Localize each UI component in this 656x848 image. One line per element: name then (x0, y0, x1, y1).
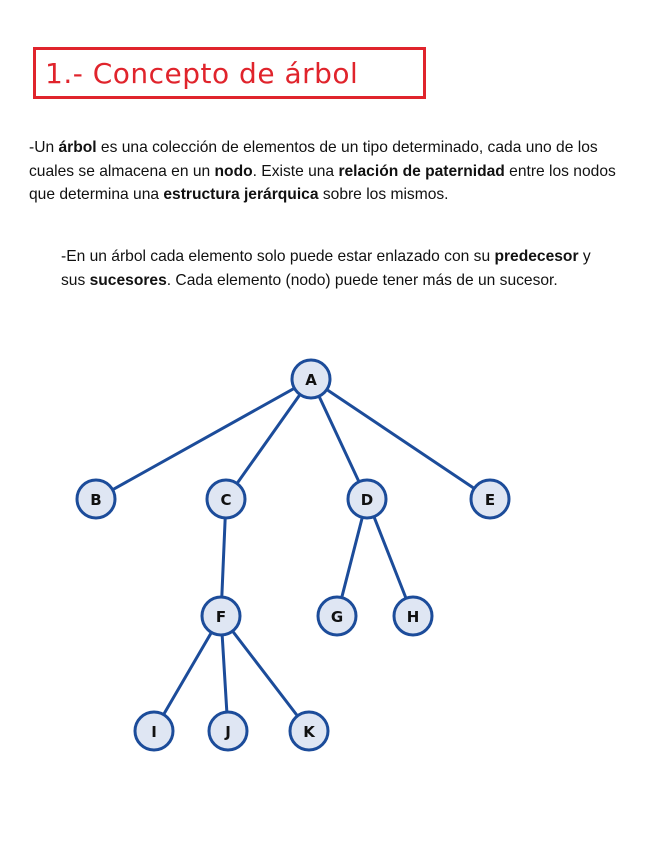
tree-node-f (202, 597, 240, 635)
tree-node-c (207, 480, 245, 518)
tree-node-label: H (406, 608, 420, 626)
tree-node-label: K (303, 723, 315, 741)
tree-node-h (394, 597, 432, 635)
tree-node-label: G (330, 608, 344, 626)
tree-node-g (318, 597, 356, 635)
text: -Un (29, 139, 59, 156)
text: entre los nodos que determina una (29, 162, 616, 203)
tree-node-label: A (305, 371, 317, 389)
tree-node-label: J (225, 723, 231, 741)
text: sobre los mismos. (318, 186, 449, 203)
tree-node-k (290, 712, 328, 750)
tree-node-label: I (151, 723, 157, 741)
page-title: 1.- Concepto de árbol (45, 57, 359, 90)
tree-node-label: D (360, 491, 374, 509)
tree-node-i (135, 712, 173, 750)
tree-node-e (471, 480, 509, 518)
tree-edge-a-c (226, 379, 311, 499)
tree-node-label: E (484, 491, 496, 509)
tree-node-j (209, 712, 247, 750)
bold-term-estructura: estructura jerárquica (163, 186, 319, 203)
bold-term-predecesor: predecesor (494, 248, 579, 265)
bold-term-sucesores: sucesores (89, 271, 167, 289)
tree-edge-a-b (96, 379, 311, 499)
tree-node-b (77, 480, 115, 518)
tree-node-d (348, 480, 386, 518)
tree-node-label: B (90, 491, 102, 509)
text: es una colección de elementos de un tipo determinado, cada uno de los cuales se almacena en un (29, 139, 598, 180)
bold-term-nodo: nodo (214, 162, 253, 180)
text: y sus (61, 248, 591, 289)
text: . Existe una (252, 162, 339, 180)
text: . Cada elemento (nodo) puede tener más de un sucesor. (166, 271, 558, 289)
text: -En un árbol cada elemento solo puede estar enlazado con su (61, 248, 495, 265)
bold-term-relacion: relación de paternidad (338, 162, 505, 180)
tree-node-label: F (215, 608, 227, 626)
tree-node-a (292, 360, 330, 398)
tree-node-label: C (220, 491, 232, 509)
bold-term-arbol: árbol (58, 139, 97, 156)
